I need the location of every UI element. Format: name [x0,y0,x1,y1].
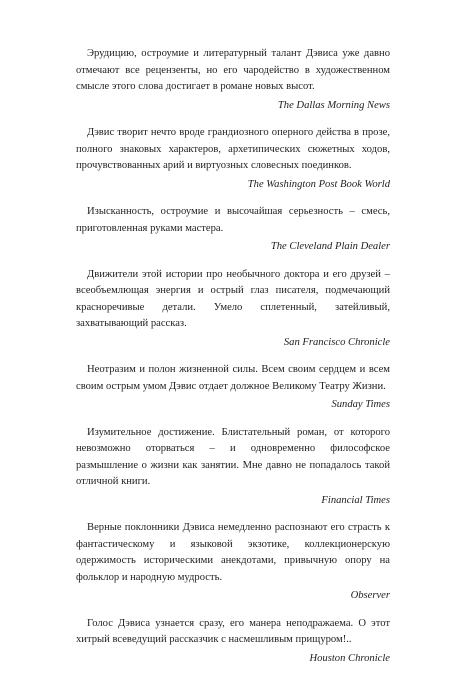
review-item [76,125,390,193]
review-item [76,362,390,414]
review-item [76,616,390,668]
review-source: Sunday Times [331,399,390,410]
review-source: San Francisco Chronicle [283,336,390,348]
review-item [76,520,390,605]
review-item [76,267,390,352]
review-source: Financial Times [321,494,390,506]
review-source: The Dallas Morning News [277,99,390,111]
review-text: Дэвис творит нечто вроде грандиозного оперного действа в прозе, полного знаковых характеров, архетипических сюжетных ходов, прочувствованных арий и виртуозных словесных поединков. [76,127,390,171]
review-text: Верные поклонники Дэвиса немедленно распознают его страсть к фантастическому и языковой экзотике, коллекционерскую одержимость историческими анекдотами, привычную опору на фольклор и народную мудрость. [76,522,390,583]
reviews-page [76,46,390,678]
review-source: The Washington Post Book World [247,178,390,190]
review-text: Движители этой истории про необычного доктора и его друзей – всеобъемлющая энергия и острый глаз писателя, подмечающий красноречивые детали. Умело сплетенный, затейливый, захватывающий рассказ. [76,268,390,329]
review-item [76,204,390,256]
review-source: The Cleveland Plain Dealer [270,241,390,252]
review-text: Неотразим и полон жизненной силы. Всем своим сердцем и всем своим острым умом Дэвис отдает должное Великому Театру Жизни. [76,364,390,392]
review-source: Observer [350,590,390,601]
review-text: Изумительное достижение. Блистательный роман, от которого невозможно оторваться – и одновременно философское размышление о жизни как занятии. Мне давно не попадалось такой отличной книги. [76,426,390,487]
review-item [76,425,390,510]
review-text: Изысканность, остроумие и высочайшая серьезность – смесь, приготовленная руками мастера. [76,206,390,234]
review-source: Houston Chronicle [309,652,390,664]
review-text: Эрудицию, остроумие и литературный талант Дэвиса уже давно отмечают все рецензенты, но его чародейство в художественном смысле этого слова достигает в романе новых высот. [76,48,390,92]
review-item [76,46,390,114]
review-text: Голос Дэвиса узнается сразу, его манера неподражаема. О этот хитрый всеведущий рассказчик с насмешливым прищуром!.. [76,617,390,645]
